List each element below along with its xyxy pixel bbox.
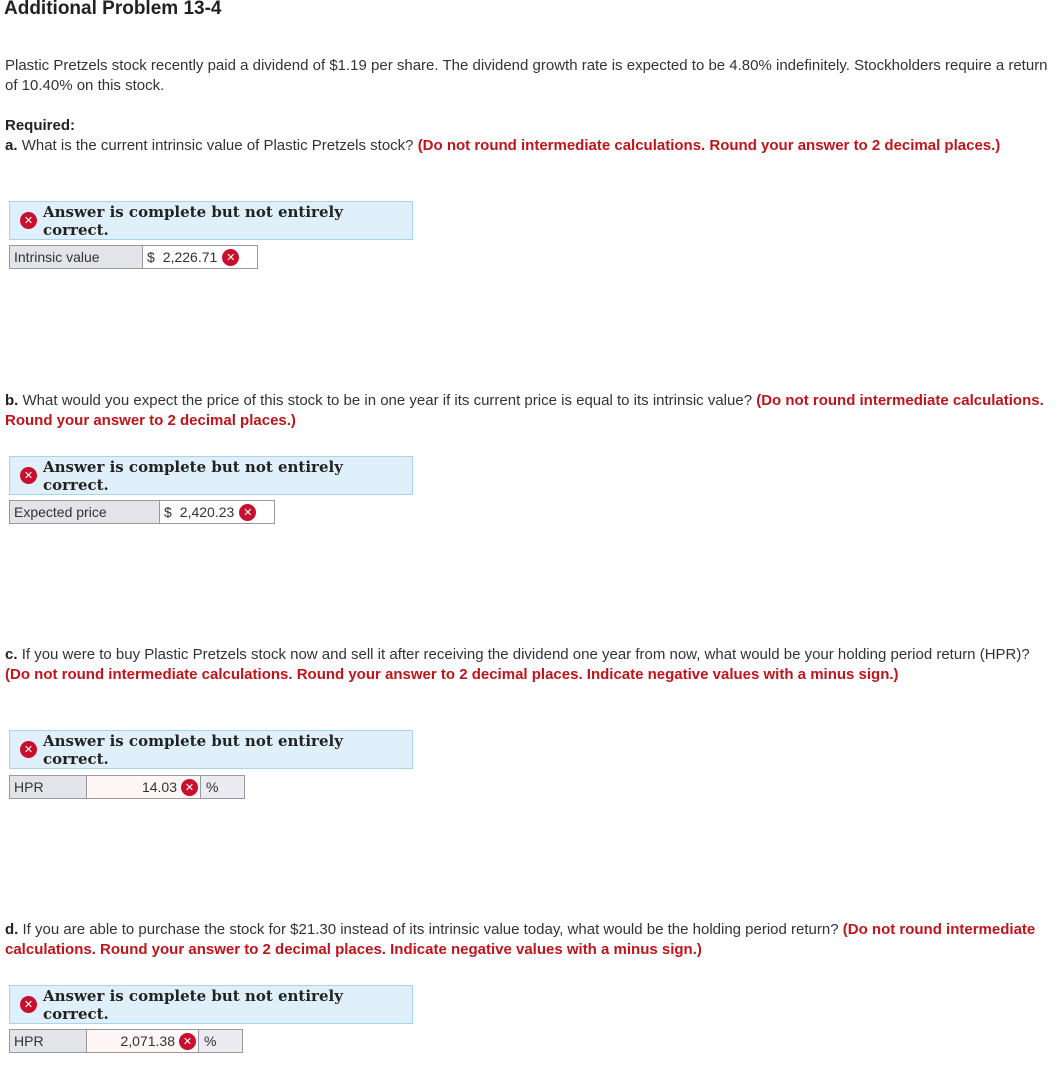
banner-text: Answer is complete but not entirely correct. xyxy=(43,731,343,768)
answer-row-hpr-d xyxy=(9,1029,243,1053)
hpr-d-input[interactable] xyxy=(87,1029,199,1053)
answer-status-banner xyxy=(9,985,413,1024)
problem-intro: Plastic Pretzels stock recently paid a dividend of $1.19 per share. The dividend growth rate is expected to be 4.80% indefinitely. Stockholders require a return of 10.40% on this stock. xyxy=(5,57,1048,94)
answer-value: 14.03 xyxy=(141,779,177,795)
expected-price-input[interactable] xyxy=(160,500,275,524)
answer-status-banner xyxy=(9,456,413,495)
answer-status-banner xyxy=(9,201,413,240)
question-c xyxy=(5,645,1057,685)
answer-row-hpr-c xyxy=(9,775,245,799)
answer-value: 2,071.38 xyxy=(120,1033,175,1049)
answer-status-banner xyxy=(9,730,413,769)
question-instruction: (Do not round intermediate calculations. Round your answer to 2 decimal places.) xyxy=(417,137,1001,154)
x-circle-icon: ✕ xyxy=(20,467,37,484)
percent-suffix: % xyxy=(199,1029,243,1053)
x-circle-icon: ✕ xyxy=(20,212,37,229)
answer-value: 2,420.23 xyxy=(179,504,235,520)
banner-text: Answer is complete but not entirely correct. xyxy=(43,457,343,494)
question-text: What is the current intrinsic value of Plastic Pretzels stock? xyxy=(21,137,414,154)
question-letter: b. xyxy=(5,392,19,409)
question-text: If you were to buy Plastic Pretzels stock now and sell it after receiving the dividend one year from now, what would be your holding period return (HPR)? xyxy=(21,646,1030,663)
x-circle-icon: ✕ xyxy=(179,1033,196,1050)
x-circle-icon: ✕ xyxy=(20,741,37,758)
question-a xyxy=(5,136,1057,156)
question-letter: a. xyxy=(5,137,18,154)
question-instruction: (Do not round intermediate calculations. Round your answer to 2 decimal places.) xyxy=(5,392,1044,429)
question-d xyxy=(5,920,1057,960)
question-instruction: (Do not round intermediate calculations. Round your answer to 2 decimal places. Indicate negative values with a minus sign.) xyxy=(5,666,899,683)
answer-value: 2,226.71 xyxy=(162,249,218,265)
answer-row-intrinsic-value xyxy=(9,245,258,269)
row-label: Expected price xyxy=(9,500,160,524)
x-circle-icon: ✕ xyxy=(181,779,198,796)
answer-row-expected-price xyxy=(9,500,275,524)
question-text: What would you expect the price of this stock to be in one year if its current price is equal to its intrinsic value? xyxy=(22,392,753,409)
dollar-prefix: $ xyxy=(147,249,155,265)
required-label: Required: xyxy=(5,117,76,134)
x-circle-icon: ✕ xyxy=(20,996,37,1013)
question-letter: c. xyxy=(5,646,18,663)
banner-text: Answer is complete but not entirely correct. xyxy=(43,986,343,1023)
question-instruction: (Do not round intermediate calculations. Round your answer to 2 decimal places. Indicate negative values with a minus sign.) xyxy=(5,921,1036,958)
row-label: HPR xyxy=(9,1029,87,1053)
x-circle-icon: ✕ xyxy=(239,504,256,521)
row-label: HPR xyxy=(9,775,87,799)
dollar-prefix: $ xyxy=(164,504,172,520)
question-b xyxy=(5,391,1057,431)
percent-suffix: % xyxy=(201,775,245,799)
row-label: Intrinsic value xyxy=(9,245,143,269)
intrinsic-value-input[interactable] xyxy=(143,245,258,269)
question-text: If you are able to purchase the stock for $21.30 instead of its intrinsic value today, what would be the holding period return? xyxy=(22,921,839,938)
banner-text: Answer is complete but not entirely correct. xyxy=(43,202,343,239)
x-circle-icon: ✕ xyxy=(222,249,239,266)
page-title: Additional Problem 13-4 xyxy=(4,0,222,19)
question-letter: d. xyxy=(5,921,19,938)
hpr-c-input[interactable] xyxy=(87,775,201,799)
